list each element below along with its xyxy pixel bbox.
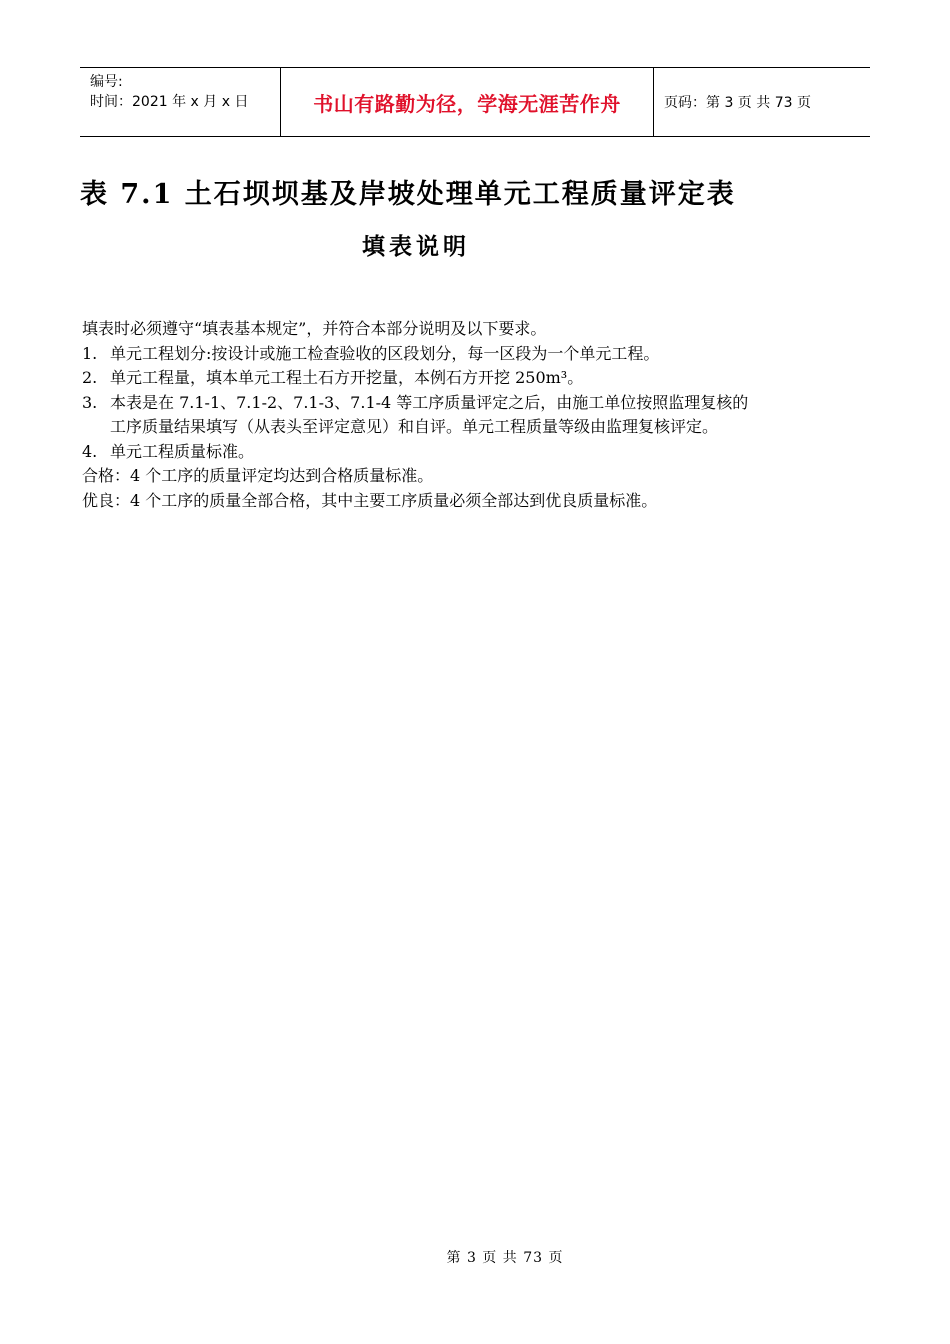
document-subtitle: 填表说明 (362, 233, 470, 260)
list-item-continuation (82, 415, 872, 440)
item-number: 4. (82, 441, 98, 461)
header-slogan: 书山有路勤为径，学海无涯苦作舟 (281, 68, 654, 136)
header-left-cell (80, 68, 281, 136)
list-item (82, 342, 872, 367)
item-number: 2. (82, 368, 98, 387)
document-title: 表 7.1 土石坝坝基及岸坡处理单元工程质量评定表 (80, 179, 736, 210)
excellent-standard: 优良：4 个工序的质量全部合格，其中主要工序质量必须全部达到优良质量标准。 (82, 490, 658, 510)
document-header (80, 67, 870, 137)
list-item (82, 391, 872, 416)
item-text: 单元工程划分:按设计或施工检查验收的区段划分，每一区段为一个单元工程。 (110, 343, 660, 363)
item-text: 本表是在 7.1-1、7.1-2、7.1-3、7.1-4 等工序质量评定之后，由施工单位按照监理复核的 (110, 392, 749, 412)
item-number: 3. (82, 392, 98, 412)
list-item (82, 366, 872, 391)
number-label: 编号: (90, 74, 123, 90)
item-text: 单元工程质量标准。 (110, 441, 255, 461)
header-page-info: 页码：第 3 页 共 73 页 (664, 95, 811, 111)
instructions-body (82, 317, 872, 513)
page-footer: 第 3 页 共 73 页 (446, 1250, 564, 1266)
intro-paragraph: 填表时必须遵守“填表基本规定”，并符合本部分说明及以下要求。 (82, 319, 547, 338)
pass-standard: 合格：4 个工序的质量评定均达到合格质量标准。 (82, 466, 434, 485)
item-text: 工序质量结果填写（从表头至评定意见）和自评。单元工程质量等级由监理复核评定。 (110, 417, 719, 436)
time-label: 时间：2021 年 x 月 x 日 (90, 94, 249, 110)
item-number: 1. (82, 343, 98, 363)
item-text: 单元工程量，填本单元工程土石方开挖量，本例石方开挖 250m³。 (110, 368, 584, 387)
list-item (82, 440, 872, 465)
